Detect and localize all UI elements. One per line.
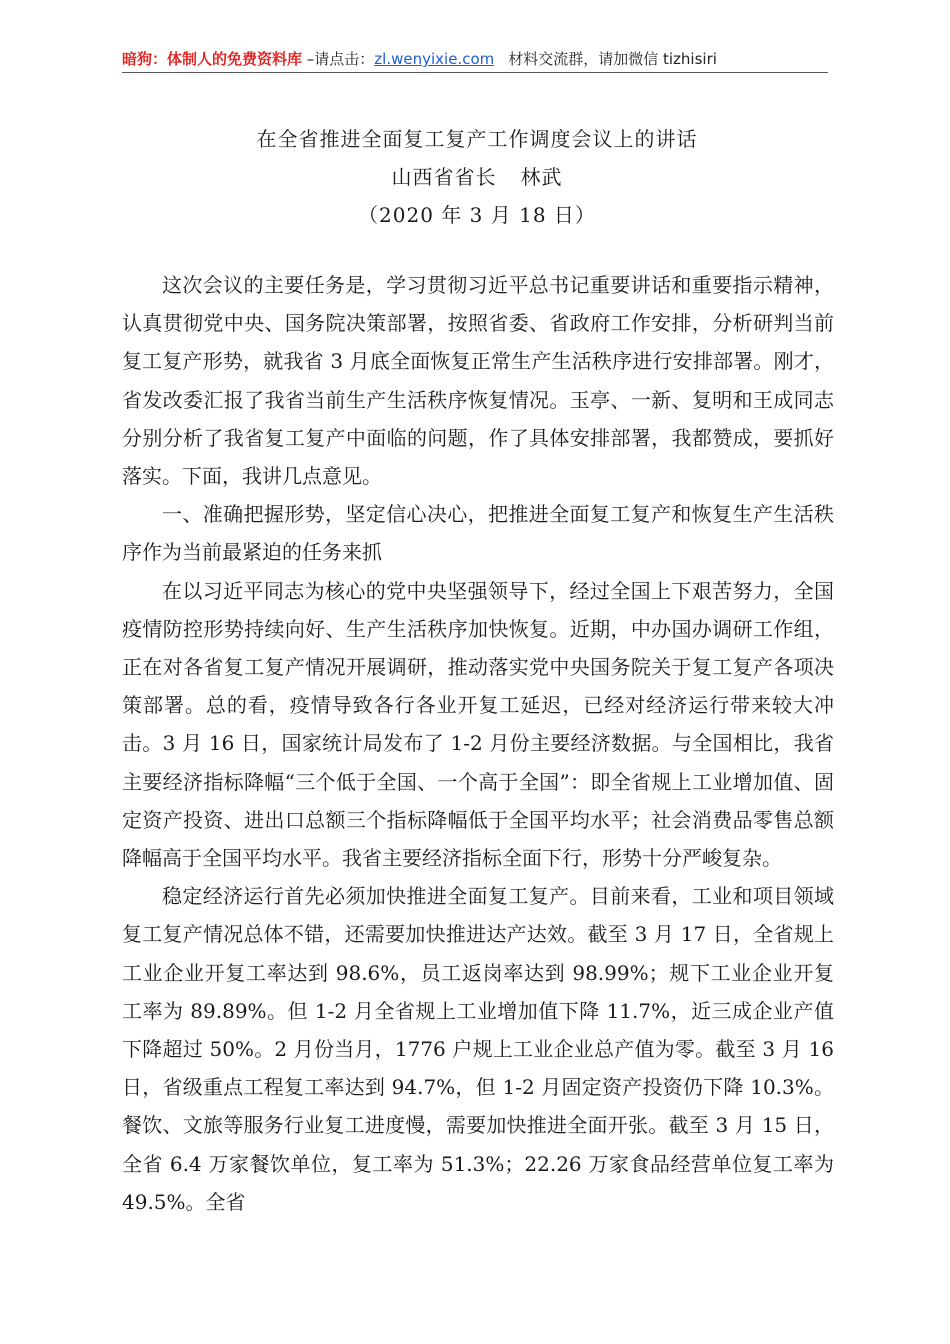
wechat-note: 材料交流群，请加微信 tizhisiri — [508, 50, 717, 68]
site-link[interactable]: zl.wenyixie.com — [374, 50, 495, 68]
paragraph: 这次会议的主要任务是，学习贯彻习近平总书记重要讲话和重要指示精神，认真贯彻党中央、国务院决策部署，按照省委、省政府工作安排，分析研判当前复工复产形势，就我省 3 月底全面恢复正常生产生活秩序进行安排部署。刚才，省发改委汇报了我省当前生产生活秩序恢复情况。玉亭、一新、复明和王成同志分别分析了我省复工复产中面临的问题，作了具体安排部署，我都赞成，要抓好落实。下面，我讲几点意见。 — [122, 273, 834, 489]
page-header — [122, 46, 822, 74]
title-block — [122, 120, 832, 234]
document-title: 在全省推进全面复工复产工作调度会议上的讲话 — [256, 127, 698, 151]
author-name: 林武 — [520, 165, 563, 189]
header-divider — [122, 72, 828, 73]
site-brand: 暗狗：体制人的免费资料库 — [122, 50, 303, 68]
author-title: 山西省省长 — [391, 165, 497, 189]
link-prompt: –请点击： — [302, 50, 375, 68]
document-date: （2020 年 3 月 18 日） — [358, 203, 596, 227]
paragraph: 稳定经济运行首先必须加快推进全面复工复产。目前来看，工业和项目领域复工复产情况总体不错，还需要加快推进达产达效。截至 3 月 17 日，全省规上工业企业开复工率达到 98.6%，员工返岗率达到 98.99%；规下工业企业开复工率为 89.89%。但 1-2 月全省规上工业增加值下降 11.7%，近三成企业产值下降超过 50%。2 月份当月，1776 户规上工业企业总产值为零。截至 3 月 16 日，省级重点工程复工率达到 94.7%，但 1-2 月固定资产投资仍下降 10.3%。餐饮、文旅等服务行业复工进度慢，需要加快推进全面开张。截至 3 月 15 日，全省 6.4 万家餐饮单位，复工率为 51.3%；22.26 万家食品经营单位复工率为 49.5%。全省 — [122, 884, 834, 1214]
document-author — [122, 158, 832, 196]
document-body — [122, 266, 834, 1221]
section-heading: 一、准确把握形势，坚定信心决心，把推进全面复工复产和恢复生产生活秩序作为当前最紧迫的任务来抓 — [122, 502, 834, 565]
paragraph: 在以习近平同志为核心的党中央坚强领导下，经过全国上下艰苦努力，全国疫情防控形势持续向好、生产生活秩序加快恢复。近期，中办国办调研工作组，正在对各省复工复产情况开展调研，推动落实党中央国务院关于复工复产各项决策部署。总的看，疫情导致各行各业开复工延迟，已经对经济运行带来较大冲击。3 月 16 日，国家统计局发布了 1-2 月份主要经济数据。与全国相比，我省主要经济指标降幅“三个低于全国、一个高于全国”：即全省规上工业增加值、固定资产投资、进出口总额三个指标降幅低于全国平均水平；社会消费品零售总额降幅高于全国平均水平。我省主要经济指标全面下行，形势十分严峻复杂。 — [122, 578, 834, 871]
